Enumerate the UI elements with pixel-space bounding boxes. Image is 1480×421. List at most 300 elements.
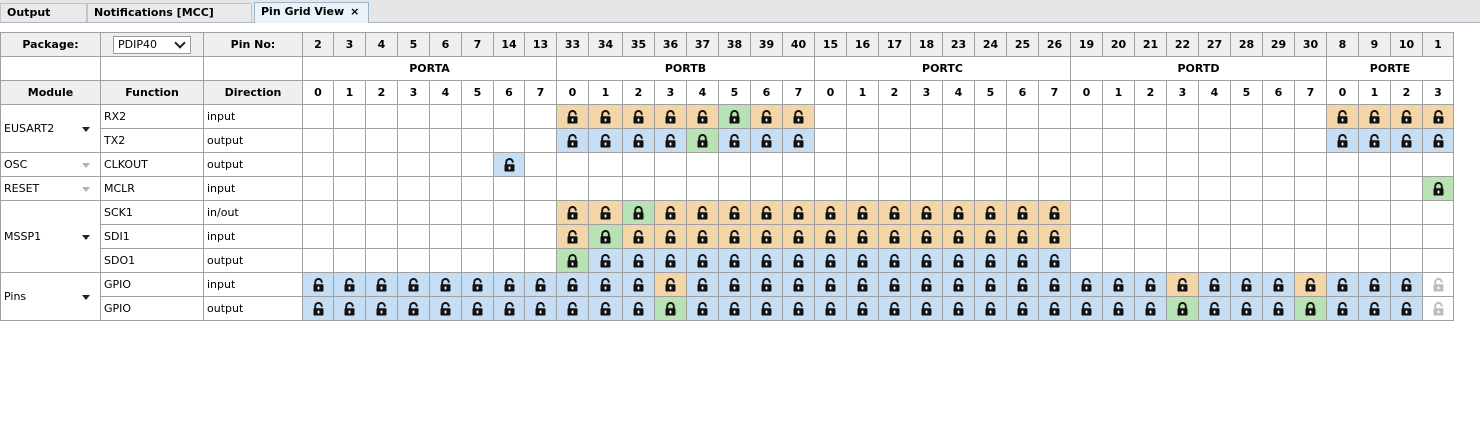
pin-cell-empty — [303, 177, 334, 201]
pin-cell-empty — [1391, 201, 1423, 225]
pin-cell-empty — [1359, 225, 1391, 249]
lock-open-icon[interactable] — [719, 249, 751, 273]
pin-cell-empty — [1135, 201, 1167, 225]
function-cell: SCK1 — [101, 201, 204, 225]
pin-cell-empty — [1199, 225, 1231, 249]
pin-row — [1, 273, 1454, 297]
lock-open-icon[interactable] — [1007, 273, 1039, 297]
lock-open-icon[interactable] — [589, 273, 623, 297]
pin-cell-empty — [1103, 201, 1135, 225]
pin-number: 28 — [1231, 33, 1263, 57]
lock-open-icon[interactable] — [751, 249, 783, 273]
lock-open-icon[interactable] — [751, 201, 783, 225]
direction-column-header: Direction — [204, 81, 303, 105]
lock-open-icon[interactable] — [719, 129, 751, 153]
package-select-cell — [101, 33, 204, 57]
lock-open-icon[interactable] — [975, 201, 1007, 225]
lock-open-icon[interactable] — [557, 297, 589, 321]
lock-open-icon[interactable] — [1039, 297, 1071, 321]
pin-cell-empty — [398, 249, 430, 273]
module-name: RESET — [4, 182, 40, 195]
lock-closed-icon[interactable] — [719, 105, 751, 129]
lock-open-icon[interactable] — [525, 297, 557, 321]
lock-open-icon[interactable] — [430, 273, 462, 297]
lock-open-icon[interactable] — [751, 129, 783, 153]
lock-open-icon[interactable] — [366, 273, 398, 297]
lock-open-icon[interactable] — [557, 105, 589, 129]
lock-open-icon[interactable] — [975, 249, 1007, 273]
pin-number: 21 — [1135, 33, 1167, 57]
lock-open-icon[interactable] — [815, 273, 847, 297]
pin-cell-empty — [1263, 177, 1295, 201]
chevron-down-icon — [174, 37, 185, 48]
lock-open-icon[interactable] — [783, 297, 815, 321]
lock-open-icon[interactable] — [494, 297, 525, 321]
bit-number: 7 — [1039, 81, 1071, 105]
function-cell: MCLR — [101, 177, 204, 201]
lock-open-icon[interactable] — [623, 273, 655, 297]
pin-cell-empty — [398, 129, 430, 153]
pin-number: 15 — [815, 33, 847, 57]
lock-open-icon[interactable] — [366, 297, 398, 321]
lock-open-icon[interactable] — [655, 129, 687, 153]
pin-cell-empty — [1167, 201, 1199, 225]
lock-open-icon[interactable] — [751, 273, 783, 297]
bit-number: 4 — [687, 81, 719, 105]
pin-cell-empty — [1199, 177, 1231, 201]
lock-open-icon[interactable] — [655, 249, 687, 273]
tab-bar — [0, 0, 1480, 23]
pin-cell-empty — [303, 105, 334, 129]
tab-pin-grid-view[interactable] — [254, 2, 369, 23]
lock-closed-icon[interactable] — [1423, 177, 1454, 201]
bit-number: 0 — [1071, 81, 1103, 105]
bit-number: 2 — [879, 81, 911, 105]
lock-open-icon[interactable] — [1359, 273, 1391, 297]
direction-cell: output — [204, 129, 303, 153]
pin-number: 40 — [783, 33, 815, 57]
lock-open-icon[interactable] — [1423, 105, 1454, 129]
pin-cell-empty — [303, 153, 334, 177]
pin-cell-empty — [1359, 249, 1391, 273]
tab-output[interactable] — [0, 3, 87, 22]
bit-number: 1 — [1359, 81, 1391, 105]
lock-closed-icon[interactable] — [687, 129, 719, 153]
pin-cell-empty — [462, 201, 494, 225]
module-cell[interactable] — [1, 105, 101, 153]
pin-cell-empty — [1135, 105, 1167, 129]
pin-cell-empty — [1359, 177, 1391, 201]
pin-number: 36 — [655, 33, 687, 57]
pin-cell-empty — [303, 249, 334, 273]
pin-cell-empty — [975, 153, 1007, 177]
lock-open-icon[interactable] — [879, 201, 911, 225]
pin-cell-empty — [366, 201, 398, 225]
pin-cell-empty — [1135, 129, 1167, 153]
lock-open-icon[interactable] — [1423, 129, 1454, 153]
lock-open-icon[interactable] — [1391, 297, 1423, 321]
bit-number: 3 — [1423, 81, 1454, 105]
pin-cell-empty — [1423, 153, 1454, 177]
pin-cell-empty — [1295, 105, 1327, 129]
pin-number: 27 — [1199, 33, 1231, 57]
pin-cell-empty — [1135, 225, 1167, 249]
lock-open-icon[interactable] — [1103, 273, 1135, 297]
pin-cell-empty — [1167, 225, 1199, 249]
lock-open-icon[interactable] — [847, 201, 879, 225]
lock-open-icon[interactable] — [1359, 105, 1391, 129]
lock-open-icon[interactable] — [943, 273, 975, 297]
lock-open-icon[interactable] — [1391, 273, 1423, 297]
lock-open-icon[interactable] — [1007, 297, 1039, 321]
lock-open-icon[interactable] — [430, 297, 462, 321]
lock-open-icon[interactable] — [943, 297, 975, 321]
lock-open-icon[interactable] — [1071, 273, 1103, 297]
module-cell[interactable] — [1, 201, 101, 273]
lock-open-icon[interactable] — [975, 225, 1007, 249]
lock-open-icon[interactable] — [1231, 273, 1263, 297]
lock-open-icon[interactable] — [815, 249, 847, 273]
direction-cell: input — [204, 225, 303, 249]
pin-cell-empty — [1391, 225, 1423, 249]
package-select[interactable] — [113, 36, 191, 54]
pin-number: 25 — [1007, 33, 1039, 57]
lock-open-icon[interactable] — [1039, 273, 1071, 297]
lock-open-icon[interactable] — [911, 201, 943, 225]
pin-cell-empty — [430, 153, 462, 177]
chevron-down-icon[interactable] — [82, 187, 90, 192]
pin-cell-empty — [462, 129, 494, 153]
lock-open-icon[interactable] — [655, 225, 687, 249]
lock-open-icon[interactable] — [911, 225, 943, 249]
pin-cell-empty — [623, 153, 655, 177]
bit-number: 6 — [494, 81, 525, 105]
pin-cell-empty — [911, 177, 943, 201]
pin-cell-empty — [1423, 201, 1454, 225]
lock-open-icon[interactable] — [1391, 129, 1423, 153]
pin-number: 7 — [462, 33, 494, 57]
tab-notifications[interactable] — [87, 3, 252, 22]
pin-cell-empty — [911, 129, 943, 153]
lock-open-icon[interactable] — [1263, 297, 1295, 321]
chevron-down-icon[interactable] — [82, 295, 90, 300]
lock-open-icon[interactable] — [719, 201, 751, 225]
pin-cell-empty — [1391, 153, 1423, 177]
function-column-header: Function — [101, 81, 204, 105]
bit-number: 1 — [589, 81, 623, 105]
lock-open-icon[interactable] — [751, 105, 783, 129]
lock-open-icon[interactable] — [687, 249, 719, 273]
lock-open-icon[interactable] — [911, 249, 943, 273]
bit-number: 5 — [719, 81, 751, 105]
pin-cell-empty — [1199, 129, 1231, 153]
module-name: EUSART2 — [4, 122, 55, 135]
pin-cell-empty — [911, 153, 943, 177]
lock-open-icon[interactable] — [1135, 273, 1167, 297]
pin-cell-empty — [525, 177, 557, 201]
lock-open-icon[interactable] — [975, 297, 1007, 321]
lock-open-icon[interactable] — [334, 273, 366, 297]
bit-number: 0 — [557, 81, 589, 105]
pin-cell-empty — [494, 177, 525, 201]
lock-open-icon[interactable] — [655, 105, 687, 129]
lock-open-icon[interactable] — [303, 273, 334, 297]
lock-open-icon[interactable] — [557, 129, 589, 153]
pin-cell-empty — [1295, 153, 1327, 177]
pin-cell-empty — [975, 105, 1007, 129]
pin-cell-empty — [1327, 225, 1359, 249]
lock-open-icon[interactable] — [815, 297, 847, 321]
lock-open-icon[interactable] — [462, 273, 494, 297]
pin-cell-empty — [303, 225, 334, 249]
lock-open-icon[interactable] — [847, 225, 879, 249]
pin-cell-empty — [687, 177, 719, 201]
lock-closed-icon[interactable] — [655, 297, 687, 321]
pin-cell-empty — [1103, 105, 1135, 129]
lock-open-icon[interactable] — [589, 201, 623, 225]
lock-open-icon[interactable] — [783, 225, 815, 249]
port-header: PORTA — [303, 57, 557, 81]
lock-open-icon[interactable] — [1231, 297, 1263, 321]
lock-open-icon[interactable] — [847, 297, 879, 321]
lock-open-icon[interactable] — [1007, 225, 1039, 249]
lock-open-icon[interactable] — [687, 201, 719, 225]
pin-cell-empty — [1263, 129, 1295, 153]
lock-open-icon[interactable] — [1199, 297, 1231, 321]
tab-notifications-label: Notifications [MCC] — [94, 6, 214, 19]
chevron-down-icon[interactable] — [82, 163, 90, 168]
lock-open-icon[interactable] — [462, 297, 494, 321]
lock-closed-icon[interactable] — [1295, 297, 1327, 321]
pin-cell-empty — [557, 153, 589, 177]
pin-cell-empty — [1295, 129, 1327, 153]
pin-row — [1, 105, 1454, 129]
pin-cell-empty — [494, 105, 525, 129]
bit-number: 0 — [1327, 81, 1359, 105]
lock-open-icon[interactable] — [943, 249, 975, 273]
lock-open-icon[interactable] — [303, 297, 334, 321]
bit-number: 7 — [1295, 81, 1327, 105]
pin-row — [1, 129, 1454, 153]
lock-open-icon[interactable] — [1359, 297, 1391, 321]
pin-no-label: Pin No: — [204, 33, 303, 57]
pin-cell-empty — [1007, 105, 1039, 129]
pin-cell-empty — [943, 153, 975, 177]
lock-closed-icon[interactable] — [623, 201, 655, 225]
function-cell: SDO1 — [101, 249, 204, 273]
pin-cell-empty — [494, 225, 525, 249]
pin-cell-empty — [1103, 177, 1135, 201]
pin-cell-empty — [1103, 249, 1135, 273]
pin-cell-empty — [366, 177, 398, 201]
lock-open-icon[interactable] — [783, 105, 815, 129]
pin-cell-empty — [1359, 201, 1391, 225]
bit-number: 0 — [303, 81, 334, 105]
lock-open-icon[interactable] — [911, 297, 943, 321]
lock-open-icon[interactable] — [623, 105, 655, 129]
pin-cell-empty — [783, 177, 815, 201]
lock-open-icon[interactable] — [719, 297, 751, 321]
pin-row — [1, 297, 1454, 321]
pin-cell-empty — [975, 129, 1007, 153]
lock-open-icon[interactable] — [847, 273, 879, 297]
pin-number: 20 — [1103, 33, 1135, 57]
lock-open-icon[interactable] — [751, 297, 783, 321]
lock-open-icon[interactable] — [655, 273, 687, 297]
direction-cell: output — [204, 297, 303, 321]
lock-open-icon[interactable] — [783, 249, 815, 273]
pin-cell-empty — [334, 201, 366, 225]
module-cell[interactable] — [1, 153, 101, 177]
pin-cell-empty — [589, 153, 623, 177]
lock-open-icon[interactable] — [655, 201, 687, 225]
pin-number: 9 — [1359, 33, 1391, 57]
lock-open-icon[interactable] — [557, 225, 589, 249]
lock-open-icon[interactable] — [1199, 273, 1231, 297]
port-row — [1, 57, 1454, 81]
lock-open-icon[interactable] — [687, 297, 719, 321]
lock-closed-icon[interactable] — [589, 225, 623, 249]
pin-number: 19 — [1071, 33, 1103, 57]
lock-open-icon[interactable] — [879, 225, 911, 249]
module-cell[interactable] — [1, 273, 101, 321]
lock-open-icon[interactable] — [783, 201, 815, 225]
bit-number: 4 — [943, 81, 975, 105]
lock-open-icon[interactable] — [783, 129, 815, 153]
lock-open-icon[interactable] — [1039, 225, 1071, 249]
lock-closed-icon[interactable] — [557, 249, 589, 273]
lock-open-icon[interactable] — [1071, 297, 1103, 321]
lock-open-icon[interactable] — [1007, 201, 1039, 225]
lock-open-icon[interactable] — [1295, 273, 1327, 297]
lock-open-icon[interactable] — [1263, 273, 1295, 297]
lock-open-icon[interactable] — [589, 105, 623, 129]
chevron-down-icon[interactable] — [82, 235, 90, 240]
lock-open-icon[interactable] — [1327, 297, 1359, 321]
lock-open-icon[interactable] — [623, 297, 655, 321]
direction-cell: input — [204, 273, 303, 297]
bit-number: 6 — [751, 81, 783, 105]
module-cell[interactable] — [1, 177, 101, 201]
chevron-down-icon[interactable] — [82, 127, 90, 132]
pin-cell-empty — [1231, 201, 1263, 225]
pin-cell-empty — [751, 177, 783, 201]
pin-cell-empty — [430, 201, 462, 225]
lock-open-icon[interactable] — [1007, 249, 1039, 273]
pin-number: 16 — [847, 33, 879, 57]
lock-open-icon[interactable] — [879, 273, 911, 297]
pin-cell-empty — [1327, 201, 1359, 225]
pin-cell-empty — [1007, 177, 1039, 201]
lock-open-icon[interactable] — [1167, 273, 1199, 297]
pin-cell-empty — [557, 177, 589, 201]
direction-cell: input — [204, 105, 303, 129]
lock-open-icon[interactable] — [687, 105, 719, 129]
bit-number: 2 — [1135, 81, 1167, 105]
lock-open-icon[interactable] — [1135, 297, 1167, 321]
lock-open-icon[interactable] — [815, 201, 847, 225]
pin-cell-empty — [1295, 201, 1327, 225]
function-cell: TX2 — [101, 129, 204, 153]
pin-cell-empty — [1103, 153, 1135, 177]
lock-open-icon[interactable] — [719, 225, 751, 249]
lock-open-icon[interactable] — [1327, 105, 1359, 129]
lock-open-icon[interactable] — [1039, 249, 1071, 273]
pin-cell-empty — [1039, 177, 1071, 201]
lock-open-icon[interactable] — [557, 201, 589, 225]
lock-open-icon[interactable] — [623, 249, 655, 273]
close-icon[interactable]: × — [350, 5, 360, 18]
lock-open-icon[interactable] — [1103, 297, 1135, 321]
lock-open-icon[interactable] — [751, 225, 783, 249]
pin-number: 2 — [303, 33, 334, 57]
lock-open-icon[interactable] — [911, 273, 943, 297]
pin-cell-empty — [719, 153, 751, 177]
lock-open-icon[interactable] — [1391, 105, 1423, 129]
lock-open-icon[interactable] — [815, 225, 847, 249]
pin-number: 17 — [879, 33, 911, 57]
lock-closed-icon[interactable] — [1167, 297, 1199, 321]
lock-open-icon[interactable] — [623, 225, 655, 249]
lock-open-icon[interactable] — [1359, 129, 1391, 153]
lock-open-icon[interactable] — [783, 273, 815, 297]
module-name: OSC — [4, 158, 28, 171]
lock-open-icon[interactable] — [334, 297, 366, 321]
lock-open-icon[interactable] — [975, 273, 1007, 297]
lock-open-icon[interactable] — [879, 297, 911, 321]
lock-open-icon[interactable] — [1327, 129, 1359, 153]
bit-number: 7 — [783, 81, 815, 105]
lock-open-icon[interactable] — [494, 273, 525, 297]
lock-open-icon[interactable] — [398, 273, 430, 297]
pin-number: 30 — [1295, 33, 1327, 57]
lock-open-icon[interactable] — [589, 297, 623, 321]
lock-open-icon[interactable] — [398, 297, 430, 321]
lock-open-icon[interactable] — [687, 273, 719, 297]
lock-open-icon[interactable] — [943, 225, 975, 249]
bit-number: 3 — [398, 81, 430, 105]
lock-open-icon[interactable] — [719, 273, 751, 297]
pin-cell-empty — [334, 225, 366, 249]
lock-open-icon[interactable] — [557, 273, 589, 297]
lock-open-icon[interactable] — [943, 201, 975, 225]
lock-open-icon[interactable] — [589, 249, 623, 273]
pin-row — [1, 177, 1454, 201]
pin-cell-empty — [525, 105, 557, 129]
pin-cell-empty — [1071, 129, 1103, 153]
pin-number: 8 — [1327, 33, 1359, 57]
pin-cell-empty — [1071, 177, 1103, 201]
lock-open-icon[interactable] — [525, 273, 557, 297]
bit-number: 5 — [462, 81, 494, 105]
pin-cell-empty — [1071, 105, 1103, 129]
pin-cell-empty — [398, 177, 430, 201]
pin-cell-empty — [303, 129, 334, 153]
lock-open-icon[interactable] — [879, 249, 911, 273]
lock-open-icon[interactable] — [847, 249, 879, 273]
lock-open-icon[interactable] — [687, 225, 719, 249]
tab-pin-grid-view-label: Pin Grid View — [261, 5, 345, 18]
pin-cell-empty — [303, 201, 334, 225]
lock-open-icon[interactable] — [623, 129, 655, 153]
pin-cell-empty — [1327, 153, 1359, 177]
lock-open-icon[interactable] — [1327, 273, 1359, 297]
lock-open-icon[interactable] — [494, 153, 525, 177]
lock-open-icon[interactable] — [1039, 201, 1071, 225]
pin-cell-empty — [1071, 153, 1103, 177]
lock-open-icon[interactable] — [589, 129, 623, 153]
module-name: Pins — [4, 290, 27, 303]
